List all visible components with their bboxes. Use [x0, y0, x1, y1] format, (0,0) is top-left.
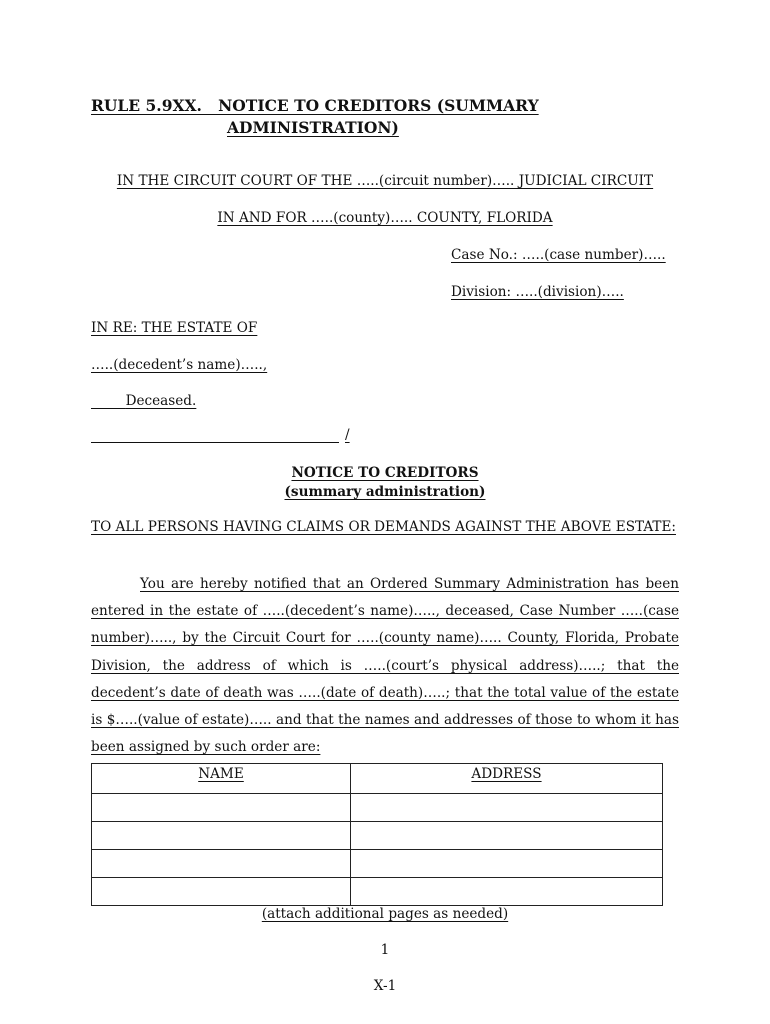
county-line-text: IN AND FOR …..(county)….. COUNTY, FLORIDA	[217, 210, 553, 226]
name-column-header	[92, 764, 351, 794]
table-row	[92, 878, 663, 906]
attach-pages-note	[91, 906, 679, 922]
notice-body-text: You are hereby notified that an Ordered Summary Administration has been entered in the estate of …..(decedent’s name)….., deceased, Case Number …..(case number)….., by the Circuit Court for …..(county name)….. County, Florida, Probate Division, the address of which is …..(court’s physical address)…..; that the decedent’s date of death was …..(date of death)…..; that the total value of the estate is $…..(value of estate)….. and that the names and addresses of those to whom it has been assigned by such order are:	[91, 576, 679, 756]
court-line-text: IN THE CIRCUIT COURT OF THE …..(circuit number)….. JUDICIAL CIRCUIT	[116, 173, 654, 189]
name-cell[interactable]	[92, 794, 351, 822]
rule-heading-line2: ADMINISTRATION)	[227, 118, 399, 137]
name-cell[interactable]	[92, 850, 351, 878]
name-cell[interactable]	[92, 822, 351, 850]
rule-heading-line1: RULE 5.9XX. NOTICE TO CREDITORS (SUMMARY	[91, 96, 539, 115]
to-all-persons	[91, 518, 679, 536]
deceased-line	[91, 393, 196, 409]
table-header-row	[92, 764, 663, 794]
case-number: Case No.: …..(case number)…..	[451, 247, 666, 263]
address-column-header	[351, 764, 663, 794]
notice-subtitle: (summary administration)	[284, 484, 486, 500]
in-re-line: IN RE: THE ESTATE OF	[91, 320, 258, 336]
name-header-label: NAME	[198, 766, 244, 782]
name-cell[interactable]	[92, 878, 351, 906]
rule-heading	[91, 95, 539, 139]
address-cell[interactable]	[351, 794, 663, 822]
footer-code: X-1	[373, 978, 397, 994]
caption-rule-line	[91, 428, 339, 443]
deceased-blank	[91, 393, 126, 409]
page-number: 1	[380, 942, 390, 958]
notice-title: NOTICE TO CREDITORS	[291, 465, 479, 481]
court-caption-line	[91, 173, 679, 189]
notice-body-paragraph	[91, 571, 679, 761]
address-header-label: ADDRESS	[471, 766, 542, 782]
to-all-text: TO ALL PERSONS HAVING CLAIMS OR DEMANDS AGAINST THE ABOVE ESTATE:	[91, 519, 676, 535]
assignees-table	[91, 763, 663, 906]
address-cell[interactable]	[351, 822, 663, 850]
decedent-name-line: …..(decedent’s name)…..,	[91, 357, 268, 373]
caption-signature-line	[91, 427, 350, 443]
table-row	[92, 850, 663, 878]
table-row	[92, 794, 663, 822]
table-row	[92, 822, 663, 850]
division: Division: …..(division)…..	[451, 284, 624, 300]
deceased-label: Deceased.	[125, 393, 197, 409]
notice-heading	[91, 464, 679, 502]
attach-note-text: (attach additional pages as needed)	[261, 906, 509, 922]
address-cell[interactable]	[351, 878, 663, 906]
county-caption-line	[91, 210, 679, 226]
address-cell[interactable]	[351, 850, 663, 878]
caption-slash: /	[345, 427, 350, 443]
